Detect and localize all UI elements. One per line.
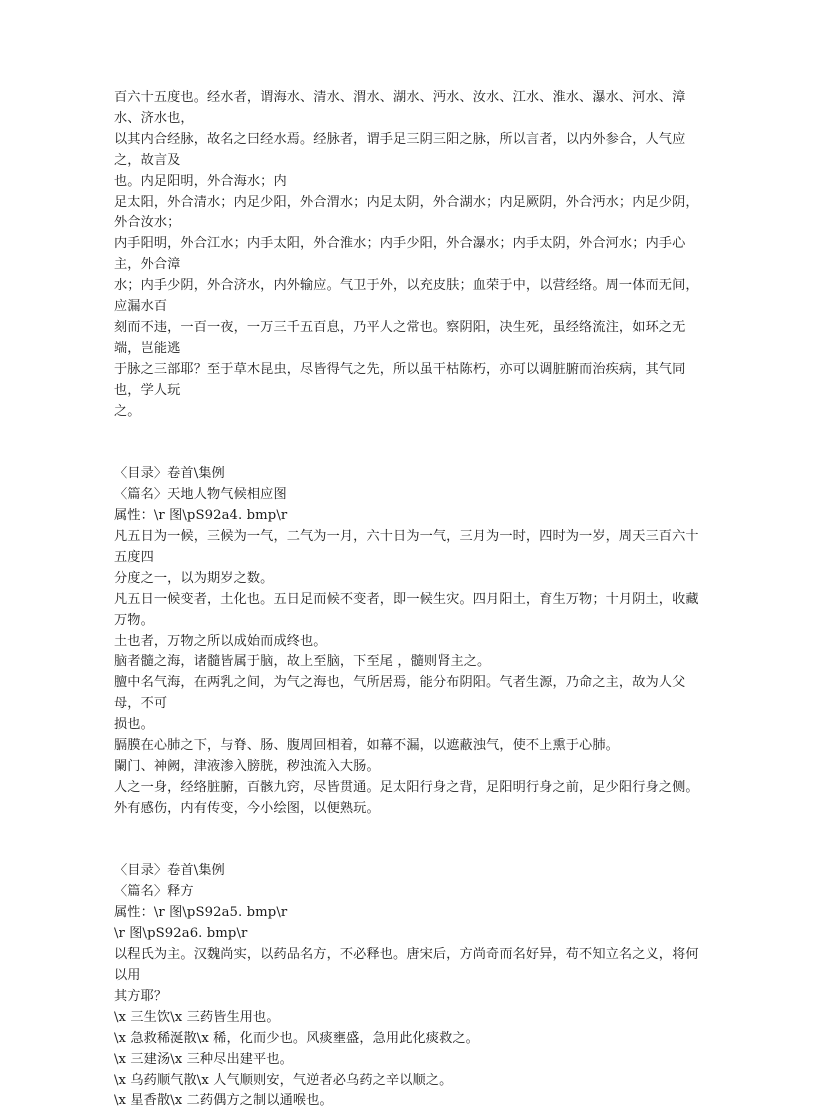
text-line: \x 急救稀涎散\x 稀，化而少也。风痰壅盛，急用此化痰救之。	[114, 1030, 479, 1046]
document-text-block	[114, 88, 703, 1112]
blank-line	[114, 841, 703, 862]
text-line: 分度之一，以为期岁之数。	[114, 570, 274, 586]
text-line: 〈篇名〉天地人物气候相应图	[114, 487, 287, 503]
text-line: 属性：\r 图\pS92a4. bmp\r	[114, 508, 288, 524]
text-line: 土也者，万物之所以成始而成终也。	[114, 633, 327, 649]
text-line: \x 三生饮\x 三药皆生用也。	[114, 1009, 280, 1025]
text-line: 于脉之三部耶？至于草木昆虫，尽皆得气之先，所以虽干枯陈朽，亦可以调脏腑而治疾病，其气同也，学人玩	[114, 361, 686, 398]
blank-line	[114, 443, 703, 464]
text-line: 足太阳，外合清水；内足少阳，外合渭水；内足太阴，外合湖水；内足厥阴，外合沔水；内足少阴，外合汝水；	[114, 194, 699, 231]
blank-line	[114, 423, 703, 444]
text-line: 内手阳明，外合江水；内手太阳，外合淮水；内手少阳，外合瀑水；内手太阴，外合河水；内手心主，外合漳	[114, 236, 686, 273]
text-line: 〈目录〉卷首\集例	[114, 863, 225, 879]
text-line: 凡五日为一候，三候为一气，二气为一月，六十日为一气，三月为一时，四时为一岁，周天三百六十五度四	[114, 529, 699, 565]
text-line: 水；内手少阴，外合济水，内外输应。气卫于外，以充皮肤；血荣于中，以营经络。周一体而无间，应漏水百	[114, 278, 699, 315]
text-line: \x 星香散\x 二药偶方之制以通喉也。	[114, 1093, 333, 1109]
blank-line	[114, 820, 703, 841]
text-line: 〈目录〉卷首\集例	[114, 466, 225, 482]
text-line: 凡五日一候变者，土化也。五日足而候不变者，即一候生灾。四月阳土，育生万物；十月阴土，收藏万物。	[114, 591, 699, 628]
text-line: \x 三建汤\x 三种尽出建平也。	[114, 1051, 293, 1067]
text-line: 以其内合经脉，故名之曰经水焉。经脉者，谓手足三阴三阳之脉，所以言者，以内外参合，人气应之，故言及	[114, 131, 686, 168]
text-line: 也。内足阳明，外合海水；内	[114, 173, 287, 189]
text-line: 损也。	[114, 717, 154, 733]
text-line: 刻而不违，一百一夜，一万三千五百息，乃平人之常也。察阴阳，决生死，虽经络流注，如环之无端，岂能逃	[114, 319, 686, 356]
text-line: 百六十五度也。经水者，谓海水、清水、渭水、湖水、沔水、汝水、江水、淮水、瀑水、河水、漳水、济水也，	[114, 90, 686, 126]
text-line: 〈篇名〉释方	[114, 884, 194, 900]
text-line: 人之一身，经络脏腑，百骸九窍，尽皆贯通。足太阳行身之背，足阳明行身之前，足少阳行身之侧。外有感伤，内有传变，今小绘图，以便熟玩。	[114, 779, 699, 816]
text-line: 以程氏为主。汉魏尚实，以药品名方，不必释也。唐宋后，方尚奇而名好异，苟不知立名之义，将何以用	[114, 947, 699, 983]
text-line: \r 图\pS92a6. bmp\r	[114, 926, 248, 942]
text-line: \x 乌药顺气散\x 人气顺则安，气逆者必乌药之辛以顺之。	[114, 1072, 453, 1088]
text-line: 其方耶？	[114, 988, 168, 1004]
text-line: 膻中名气海，在两乳之间，为气之海也，气所居焉，能分布阴阳。气者生源，乃命之主，故为人父母，不可	[114, 675, 686, 712]
text-line: 属性：\r 图\pS92a5. bmp\r	[114, 905, 288, 921]
text-line: 膈膜在心肺之下，与脊、肠、腹周回相着，如幕不漏，以遮蔽浊气，使不上熏于心肺。	[114, 738, 619, 754]
text-line: 之。	[114, 403, 141, 419]
text-line: 闌门、神阙，津液渗入膀胱，秽浊流入大肠。	[114, 758, 380, 774]
text-line: 脑者髓之海，诸髓皆属于脑，故上至脑，下至尾 ，髓则肾主之。	[114, 654, 491, 670]
